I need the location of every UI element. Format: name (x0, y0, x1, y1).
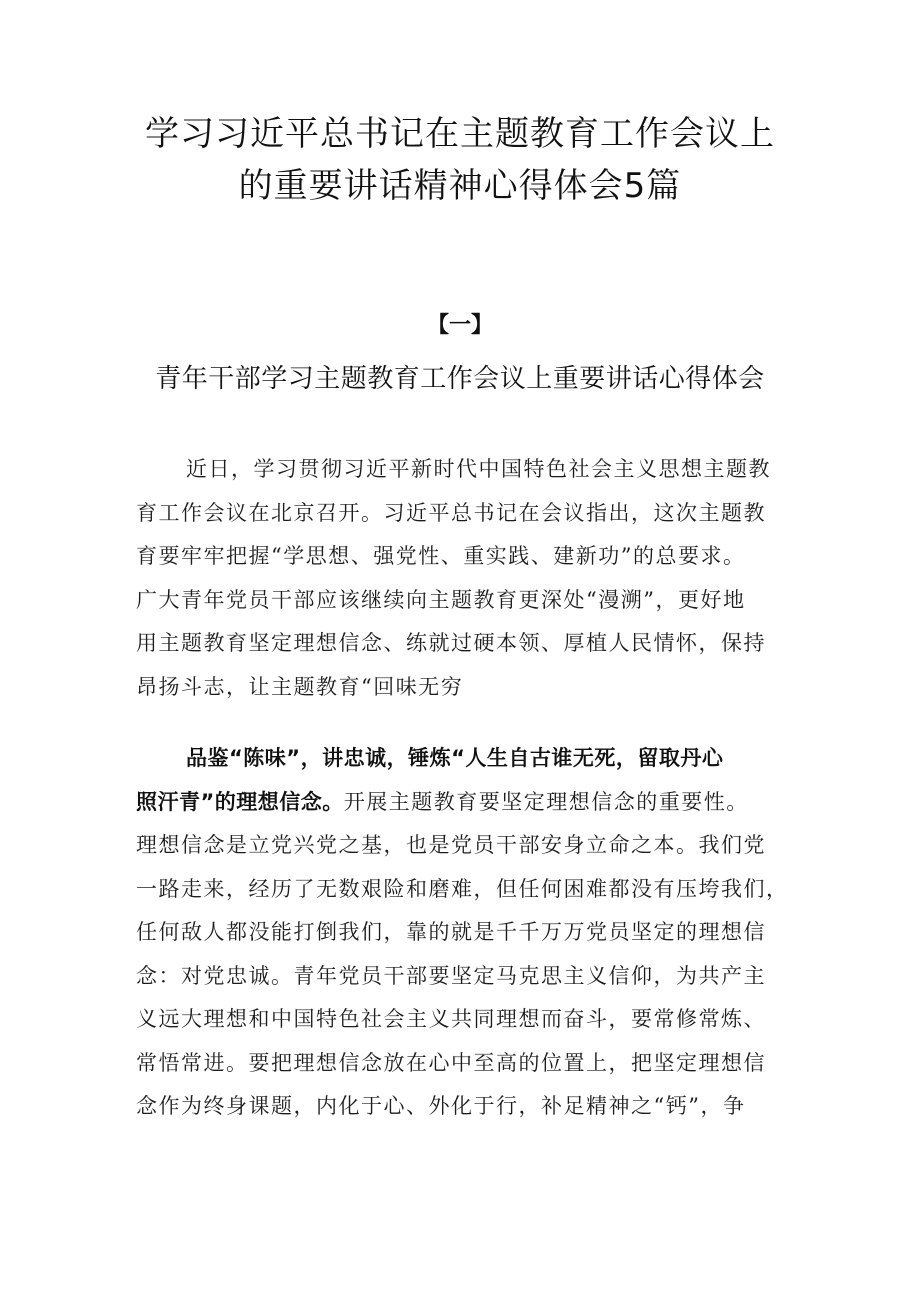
paragraph-line: 常悟常进。要把理想信念放在心中至高的位置上，把坚定理想信 (136, 1050, 766, 1075)
paragraph-line: 育工作会议在北京召开。习近平总书记在会议指出，这次主题教 (136, 500, 766, 525)
paragraph-line (136, 781, 790, 825)
paragraph-bold-heading: 品鉴“陈味”，讲忠诚，锤炼“人生自古谁无死，留取丹心 (186, 746, 724, 770)
document-title-line-1: 学习习近平总书记在主题教育工作会议上 (145, 114, 775, 154)
paragraph-line: 近日，学习贯彻习近平新时代中国特色社会主义思想主题教 (186, 457, 771, 481)
section-number: 【一】 (426, 313, 493, 338)
paragraph-line-rest: 开展主题教育要坚定理想信念的重要性。 (343, 789, 749, 814)
paragraph-line: 一路走来，经历了无数艰险和磨难，但任何困难都没有压垮我们， (136, 876, 789, 901)
paragraph-line: 任何敌人都没能打倒我们，靠的就是千千万万党员坚定的理想信 (136, 920, 766, 944)
paragraph-line: 念作为终身课题，内化于心、外化于行，补足精神之“钙”，争 (136, 1094, 746, 1118)
paragraph-line: 广大青年党员干部应该继续向主题教育更深处“漫溯”，更好地 (136, 587, 746, 612)
section-title: 青年干部学习主题教育工作会议上重要讲话心得体会 (155, 364, 765, 394)
paragraph-line: 用主题教育坚定理想信念、练就过硬本领、厚植人民情怀，保持 (136, 631, 766, 655)
document-title-line-2: 的重要讲话精神心得体会5篇 (238, 166, 682, 206)
document-title (0, 108, 920, 212)
paragraph-line: 义远大理想和中国特色社会主义共同理想而奋斗，要常修常炼、 (136, 1007, 766, 1031)
paragraph-line: 育要牢牢把握“学思想、强党性、重实践、建新功”的总要求。 (136, 544, 746, 568)
paragraph-line: 昂扬斗志，让主题教育“回味无穷 (136, 674, 464, 699)
paragraph-line: 念：对党忠诚。青年党员干部要坚定马克思主义信仰，为共产主 (136, 963, 766, 988)
paragraph-line: 理想信念是立党兴党之基，也是党员干部安身立命之本。我们党 (136, 833, 766, 857)
paragraph-2 (136, 737, 790, 1129)
paragraph-bold-heading-end: 照汗青”的理想信念。 (136, 789, 344, 814)
paragraph-1 (136, 448, 790, 709)
